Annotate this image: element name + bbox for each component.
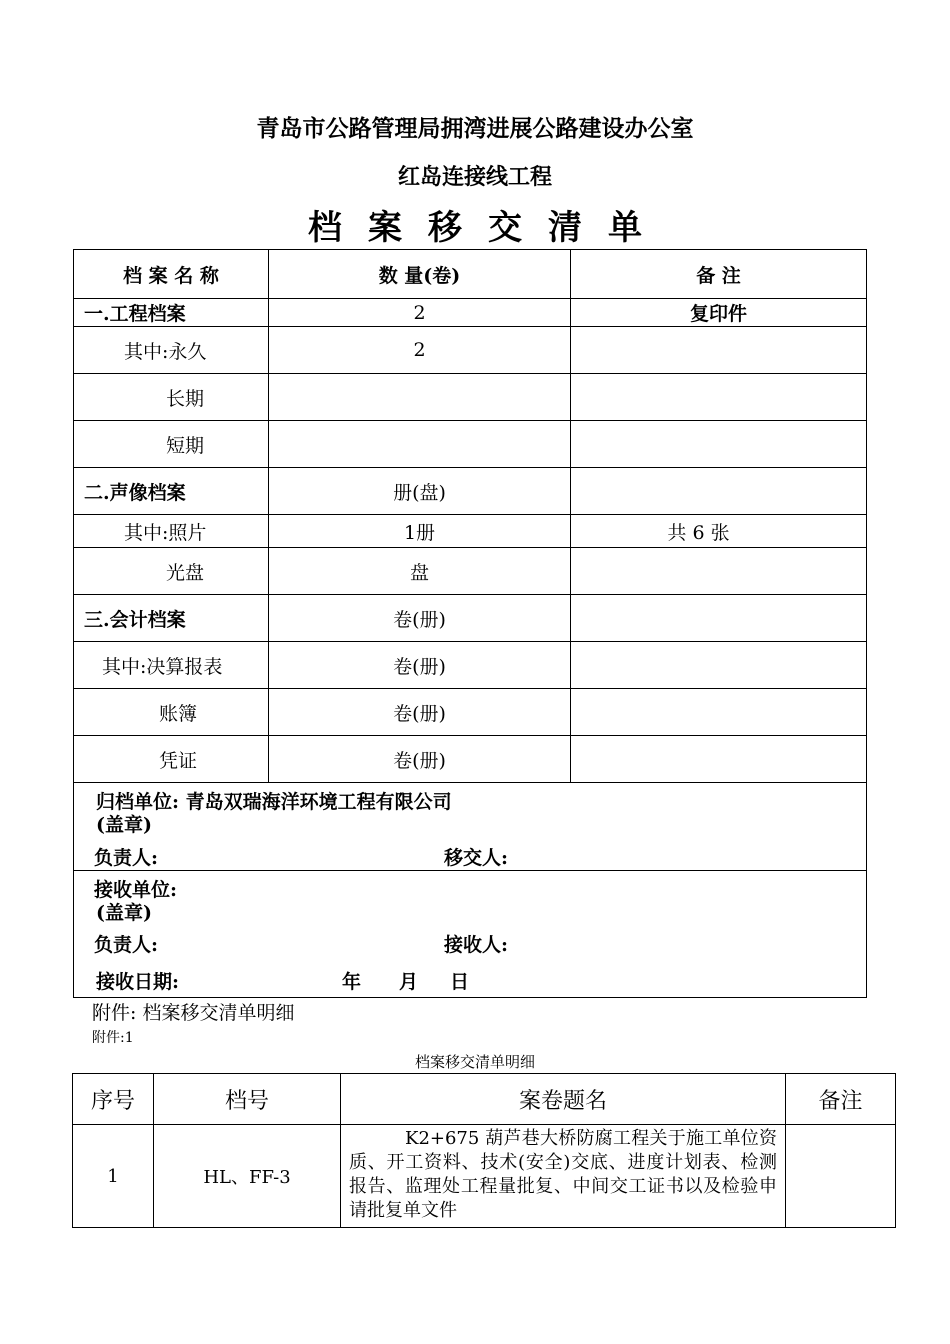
row-name: 短期 [74,421,269,468]
row-note [571,595,867,642]
row-qty: 2 [269,299,571,327]
row-name: 二.声像档案 [74,468,269,515]
transferor-label: 移交人: [444,847,509,869]
detail-header-title: 案卷题名 [341,1074,786,1125]
detail-code: HL、FF-3 [154,1125,341,1228]
header-note: 备 注 [571,250,867,299]
row-name: 一.工程档案 [74,299,269,327]
row-qty: 卷(册) [269,689,571,736]
detail-case-title: K2+675 葫芦巷大桥防腐工程关于施工单位资质、开工资料、技术(安全)交底、进度计划表、检测报告、监理处工程量批复、中间交工证书以及检验申请批复单文件 [341,1125,786,1228]
table-row [74,468,867,515]
detail-header-seq: 序号 [73,1074,154,1125]
row-name: 光盘 [74,548,269,595]
table-row [74,374,867,421]
archive-unit-section [74,783,867,871]
row-note [571,689,867,736]
table-row [74,548,867,595]
row-qty: 盘 [269,548,571,595]
row-name: 其中:永久 [74,327,269,374]
archive-seal-label: (盖章) [96,814,152,836]
table-row [74,421,867,468]
row-qty: 2 [269,327,571,374]
table-row [74,642,867,689]
table-row [74,689,867,736]
document-title: 青岛市公路管理局拥湾进展公路建设办公室 [256,115,694,142]
date-month-label: 月 [399,971,419,993]
table-row [74,515,867,548]
receive-seal-label: (盖章) [96,902,152,924]
detail-header-note: 备注 [786,1074,896,1125]
detail-note [786,1125,896,1228]
row-qty: 1册 [269,515,571,548]
row-note [571,468,867,515]
table-row [74,299,867,327]
row-note [571,642,867,689]
row-name: 其中:决算报表 [74,642,269,689]
table-row [74,736,867,783]
receive-unit-label: 接收单位: [94,879,178,901]
header-qty: 数 量(卷) [269,250,571,299]
row-qty [269,374,571,421]
archive-responsible-label: 负责人: [94,847,159,869]
detail-row [73,1125,896,1228]
receive-responsible-label: 负责人: [94,934,159,956]
detail-title: 档案移交清单明细 [414,1053,535,1071]
row-note [571,327,867,374]
detail-table [72,1073,896,1228]
transfer-table [73,249,867,998]
row-qty: 册(盘) [269,468,571,515]
project-title: 红岛连接线工程 [397,164,552,190]
row-name: 其中:照片 [74,515,269,548]
receive-date-label: 接收日期: [96,971,180,993]
date-year-label: 年 [342,971,362,993]
table-row [74,595,867,642]
row-note [571,736,867,783]
list-title: 档案移交清单 [308,208,668,248]
attachment-note: 附件: 档案移交清单明细 [92,1002,295,1024]
detail-header-row [73,1074,896,1125]
row-note: 共 6 张 [571,515,867,548]
header-name: 档 案 名 称 [74,250,269,299]
row-note [571,374,867,421]
row-name: 三.会计档案 [74,595,269,642]
receiver-label: 接收人: [444,934,509,956]
row-qty: 卷(册) [269,642,571,689]
row-note: 复印件 [571,299,867,327]
row-qty: 卷(册) [269,736,571,783]
table-header-row [74,250,867,299]
row-note [571,421,867,468]
detail-seq: 1 [73,1125,154,1228]
receive-unit-section [74,871,867,998]
attachment-number: 附件:1 [92,1030,134,1046]
date-day-label: 日 [450,971,470,993]
row-note [571,548,867,595]
row-qty: 卷(册) [269,595,571,642]
row-name: 账簿 [74,689,269,736]
row-name: 凭证 [74,736,269,783]
row-name: 长期 [74,374,269,421]
row-qty [269,421,571,468]
archive-unit-label: 归档单位: 青岛双瑞海洋环境工程有限公司 [96,791,452,813]
table-row [74,327,867,374]
detail-header-code: 档号 [154,1074,341,1125]
